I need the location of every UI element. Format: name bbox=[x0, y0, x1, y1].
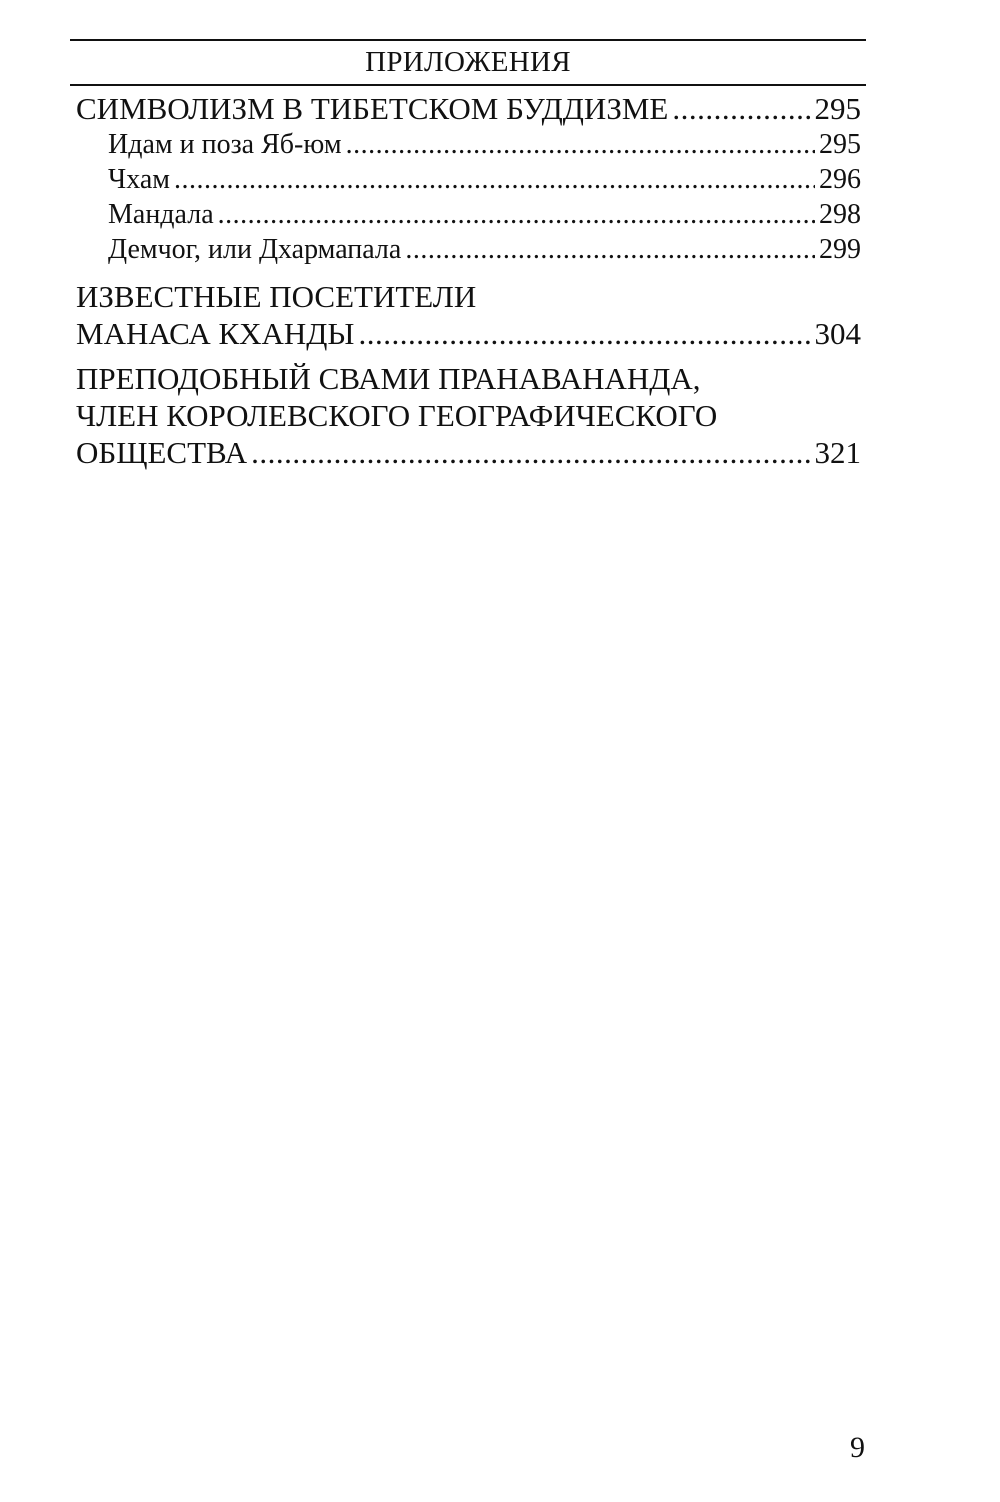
section-title: ПРИЛОЖЕНИЯ bbox=[365, 46, 571, 78]
toc-subentry-title: Демчог, или Дхармапала bbox=[108, 234, 402, 265]
toc-entry-title-line: ИЗВЕСТНЫЕ ПОСЕТИТЕЛИ bbox=[76, 279, 477, 314]
toc-page-number: 321 bbox=[814, 435, 861, 470]
toc-entry-title-line: ПРЕПОДОБНЫЙ СВАМИ ПРАНАВАНАНДА, bbox=[76, 361, 701, 396]
toc-subentry[interactable] bbox=[76, 127, 861, 162]
toc-page-number: 298 bbox=[819, 199, 861, 230]
top-rule bbox=[70, 39, 866, 41]
dot-leader bbox=[251, 434, 810, 471]
dot-leader bbox=[358, 315, 810, 352]
toc-entry-pranavananda[interactable] bbox=[76, 360, 861, 471]
toc-line[interactable] bbox=[76, 90, 861, 127]
toc-entry-title-line: ЧЛЕН КОРОЛЕВСКОГО ГЕОГРАФИЧЕСКОГО bbox=[76, 398, 718, 433]
dot-leader bbox=[174, 162, 815, 197]
toc-line bbox=[76, 434, 861, 471]
toc-subentry-title: Идам и поза Яб-юм bbox=[108, 129, 342, 160]
toc-page-number: 295 bbox=[819, 129, 861, 160]
toc-page-number: 304 bbox=[814, 316, 861, 351]
toc-entry-visitors[interactable] bbox=[76, 278, 861, 352]
toc-subentry-title: Чхам bbox=[108, 164, 170, 195]
toc-line bbox=[76, 315, 861, 352]
toc-subentry[interactable] bbox=[76, 197, 861, 232]
dot-leader bbox=[218, 197, 815, 232]
toc-subentry[interactable] bbox=[76, 232, 861, 267]
dot-leader bbox=[346, 127, 815, 162]
dot-leader bbox=[672, 90, 810, 127]
toc-subentry[interactable] bbox=[76, 162, 861, 197]
toc-entry-title-line: МАНАСА КХАНДЫ bbox=[76, 316, 355, 351]
dot-leader bbox=[405, 232, 815, 267]
toc-page-number: 299 bbox=[819, 234, 861, 265]
toc-page-number: 295 bbox=[814, 91, 861, 126]
page-number: 9 bbox=[850, 1431, 865, 1464]
toc-subentry-title: Мандала bbox=[108, 199, 214, 230]
table-of-contents bbox=[76, 90, 861, 471]
toc-entry-title: СИМВОЛИЗМ В ТИБЕТСКОМ БУДДИЗМЕ bbox=[76, 91, 669, 126]
toc-entry-title-line: ОБЩЕСТВА bbox=[76, 435, 248, 470]
header-bottom-rule bbox=[70, 84, 866, 86]
toc-page-number: 296 bbox=[819, 164, 861, 195]
toc-entry-symbolism bbox=[76, 90, 861, 267]
